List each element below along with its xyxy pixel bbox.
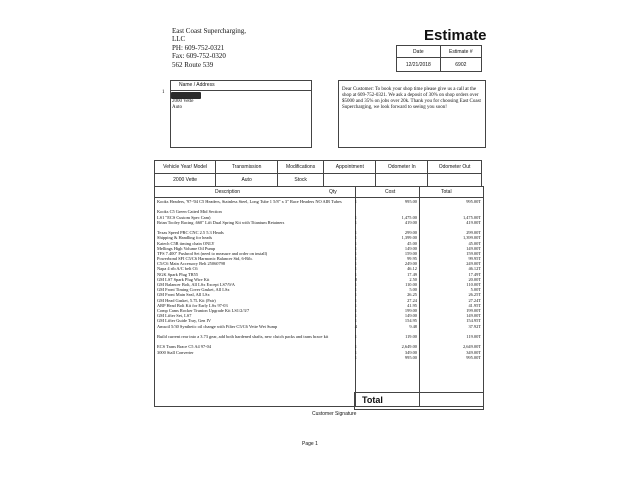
qty-cell: 1 [354,240,357,246]
cost-cell: 419.00 [404,219,417,225]
cost-cell: 2,649.00 [401,344,417,350]
total-box [354,392,484,410]
qty-cell: 1 [354,344,357,350]
qty-cell: 1 [354,313,357,319]
description-cell: 3000 Stall Converter [157,349,194,355]
cost-cell: 46.12 [407,266,417,272]
qty-cell: 1 [354,307,357,313]
transmission-header: Transmission [216,161,278,174]
description-cell: LS1 "ECS Custom Spec Cam) [157,214,211,220]
description-cell: Texas Speed PRC CNC 2.5 5.3 Heads [157,230,224,236]
total-cell: 419.00T [466,219,481,225]
qty-cell: 1 [354,219,357,225]
estimate-number: 6902 [440,58,481,72]
total-cell: 45.00T [468,240,481,246]
description-cell: GM Head Gasket, 5.7L Kit (Pair) [157,297,216,303]
qty-cell: 1 [354,318,357,324]
table-row [155,355,483,360]
total-cell: 199.00T [466,307,481,313]
total-cell: 99.95T [468,256,481,262]
line-items-header [155,187,483,198]
modifications-value: Stock [277,174,323,187]
name-address-box [170,80,312,148]
qty-cell: 1 [354,292,357,298]
page-number: Page 1 [302,441,318,447]
total-cell: 1,399.00T [462,235,481,241]
description-cell: GM Balancer Bolt, All LSx Except LS7/9/A [157,282,235,288]
qty-cell: 1 [354,297,357,303]
qty-cell: 1 [354,333,357,339]
total-label: Total [362,395,383,405]
total-cell: 110.00T [466,282,481,288]
table-row [155,220,483,230]
total-cell: 349.00T [466,349,481,355]
qty-cell: 4 [354,323,357,329]
description-cell: C5/C6 Main Accessory Belt 25060798 [157,261,226,267]
modifications-header: Modifications [277,161,323,174]
description-cell: GM Front Main Seal, All LSx [157,292,210,298]
qty-cell: 1 [354,287,357,293]
description-cell: GM LS7 Spark Plug Wire Kit [157,276,210,282]
description-cell: Katech C5R timing chain ONLY [157,240,215,246]
description-cell: Kooks C5 Green Catted Mid Section [157,209,222,215]
total-cell: 249.00T [466,261,481,267]
qty-cell: 1 [354,349,357,355]
cost-cell: 45.00 [407,240,417,246]
name-address-header: Name / Address [171,81,311,91]
line-items-table [154,186,484,407]
total-cell: 1,475.00T [462,214,481,220]
qty-cell: 1 [354,250,357,256]
cost-cell: 9.48 [409,323,417,329]
cost-cell: 249.00 [404,261,417,267]
odometer-out-value [428,174,482,187]
qty-cell: 1 [354,266,357,272]
odometer-out-header: Odometer Out [428,161,482,174]
total-cell: 17.49T [468,271,481,277]
description-cell: Napa 4 rib A/C belt C6 [157,266,198,272]
description-header: Description [215,189,241,195]
cost-cell: 299.00 [404,230,417,236]
transmission-value: Auto [216,174,278,187]
qty-header: Qty [329,189,337,195]
cost-cell: 2.50 [409,276,417,282]
description-cell: GM Lifter Guide Tray, Gen IV [157,318,212,324]
odometer-in-header: Odometer In [376,161,428,174]
appointment-value [324,174,376,187]
vehicle-value: 2000 Vette [155,174,216,187]
description-cell: Amsoil 5/30 Synthetic oil change with Filter C5/C6 Vette Wet Sump [157,323,278,329]
total-cell: 149.00T [466,245,481,251]
cost-cell: 26.25 [407,292,417,298]
qty-cell: 1 [354,230,357,236]
cost-cell: 199.00 [404,307,417,313]
document-title: Estimate [424,27,487,44]
description-cell: ARP Head Bolt Kit for Early LSx 97-03 [157,302,228,308]
total-cell: 27.24T [468,297,481,303]
cost-cell: 110.00 [405,282,417,288]
total-cell: 26.25T [468,292,481,298]
vehicle-header: Vehicle Year/ Model [155,161,216,174]
company-address: 562 Route 539 [172,60,214,69]
company-fax: Fax: 609-752-0320 [172,52,226,61]
estimate-date: 12/21/2018 [397,58,441,72]
cost-cell: 995.00 [404,354,417,360]
qty-cell: 1 [354,235,357,241]
cost-cell: 1,475.00 [401,214,417,220]
description-cell: GM Front Timing Cover Gasket, All LSx [157,287,230,293]
cost-cell: 1,399.00 [401,235,417,241]
table-row [155,334,483,344]
description-cell: NGK Spark Plug TR55 [157,271,199,277]
cost-cell: 41.95 [407,302,417,308]
customer-signature-label: Customer Signature [312,411,357,417]
company-phone: PH: 609-752-0321 [172,43,225,52]
cost-cell: 149.00 [404,245,417,251]
customer-message: Dear Customer: To book your shop time please give us a call at the shop at 609-752-0321. We ask a deposit of 30% on shop orders over $5000 and 35% on jobs over 20k. Thank you for choosing East Coast Supercharging, we look forward to seeing you soon! [342,87,481,110]
total-cell: 41.95T [468,302,481,308]
qty-cell: 1 [354,282,357,288]
description-cell: Powerbond SFI C5/C6 Harmonic Balancer Std, 6-Rib. [157,256,253,262]
estimate-number-label: Estimate # [440,46,481,58]
qty-cell: 1 [354,302,357,308]
total-cell: 149.00T [466,313,481,319]
total-cell: 2,649.00T [462,344,481,350]
cost-header: Cost [385,189,396,195]
total-header: Total [441,189,452,195]
date-label: Date [397,46,441,58]
qty-cell: 1 [354,199,357,204]
total-cell: 995.00T [466,354,481,360]
name-tick-mark: 1 [162,90,165,95]
description-cell: Mellings High Volume Oil Pump [157,245,216,251]
table-row [155,324,483,334]
cost-cell: 149.00 [404,313,417,319]
qty-cell: 1 [354,271,357,277]
cost-cell: 119.00 [405,333,417,339]
redacted-name [171,92,201,99]
cost-cell: 27.24 [407,297,417,303]
description-cell: Comp Cams Rocker Trunion Upgrade Kit LS1/2/3/7 [157,307,250,313]
cost-cell: 17.49 [407,271,417,277]
vehicle-table [154,160,482,187]
total-cell: 46.12T [468,266,481,272]
appointment-header: Appointment [324,161,376,174]
total-cell: 20.00T [468,276,481,282]
estimate-meta-table [396,45,482,72]
total-cell: 299.00T [466,230,481,236]
customer-trans-line: Auto [172,105,182,110]
total-cell: 159.00T [466,250,481,256]
total-cell: 37.92T [468,323,481,329]
total-cell: 119.00T [466,333,481,339]
cost-cell: 154.95 [404,318,417,324]
description-cell: ECS Trans Brace C5 A4 97-04 [157,344,212,350]
description-cell: TFS 7.400" Pushrod Set (need to measure and order on install) [157,250,268,256]
total-cell: 995.00T [466,199,481,204]
qty-cell: 1 [354,354,357,360]
qty-cell: 1 [354,256,357,262]
description-cell: GM Lifter Set, LS7 [157,313,192,319]
company-name-line-1: East Coast Supercharging, [172,27,246,35]
customer-vehicle-line: 2000 Vette [172,99,194,104]
description-cell: Shipping & Handling for heads [157,235,213,241]
total-cell: 5.00T [470,287,481,293]
description-cell: Kooks Headers, '97-'04 C5 Headers, Stainless Steel, Long Tube 1 5/8" x 3" Race Headers NO AIR Tubes [157,199,342,204]
qty-cell: 8 [354,276,357,282]
company-name-line-2: LLC [172,35,186,44]
cost-cell: 995.00 [404,199,417,204]
description-cell: Brian Tooley Racing .660" Lift Dual Spring Kit with Titanium Retainers [157,219,285,225]
line-items-body [155,199,483,360]
odometer-in-value [376,174,428,187]
cost-cell: 349.00 [404,349,417,355]
qty-cell: 1 [354,261,357,267]
table-row [155,199,483,209]
cost-cell: 159.00 [404,250,417,256]
qty-cell: 1 [354,245,357,251]
total-cell: 154.95T [466,318,481,324]
qty-cell: 1 [354,214,357,220]
customer-message-box [338,80,486,148]
description-cell: Build current rear into a 3.73 gear, add both hardened shafts, new clutch packs and trans brace kit [157,333,329,339]
cost-cell: 5.00 [409,287,417,293]
cost-cell: 99.95 [407,256,417,262]
company-info [172,27,246,69]
